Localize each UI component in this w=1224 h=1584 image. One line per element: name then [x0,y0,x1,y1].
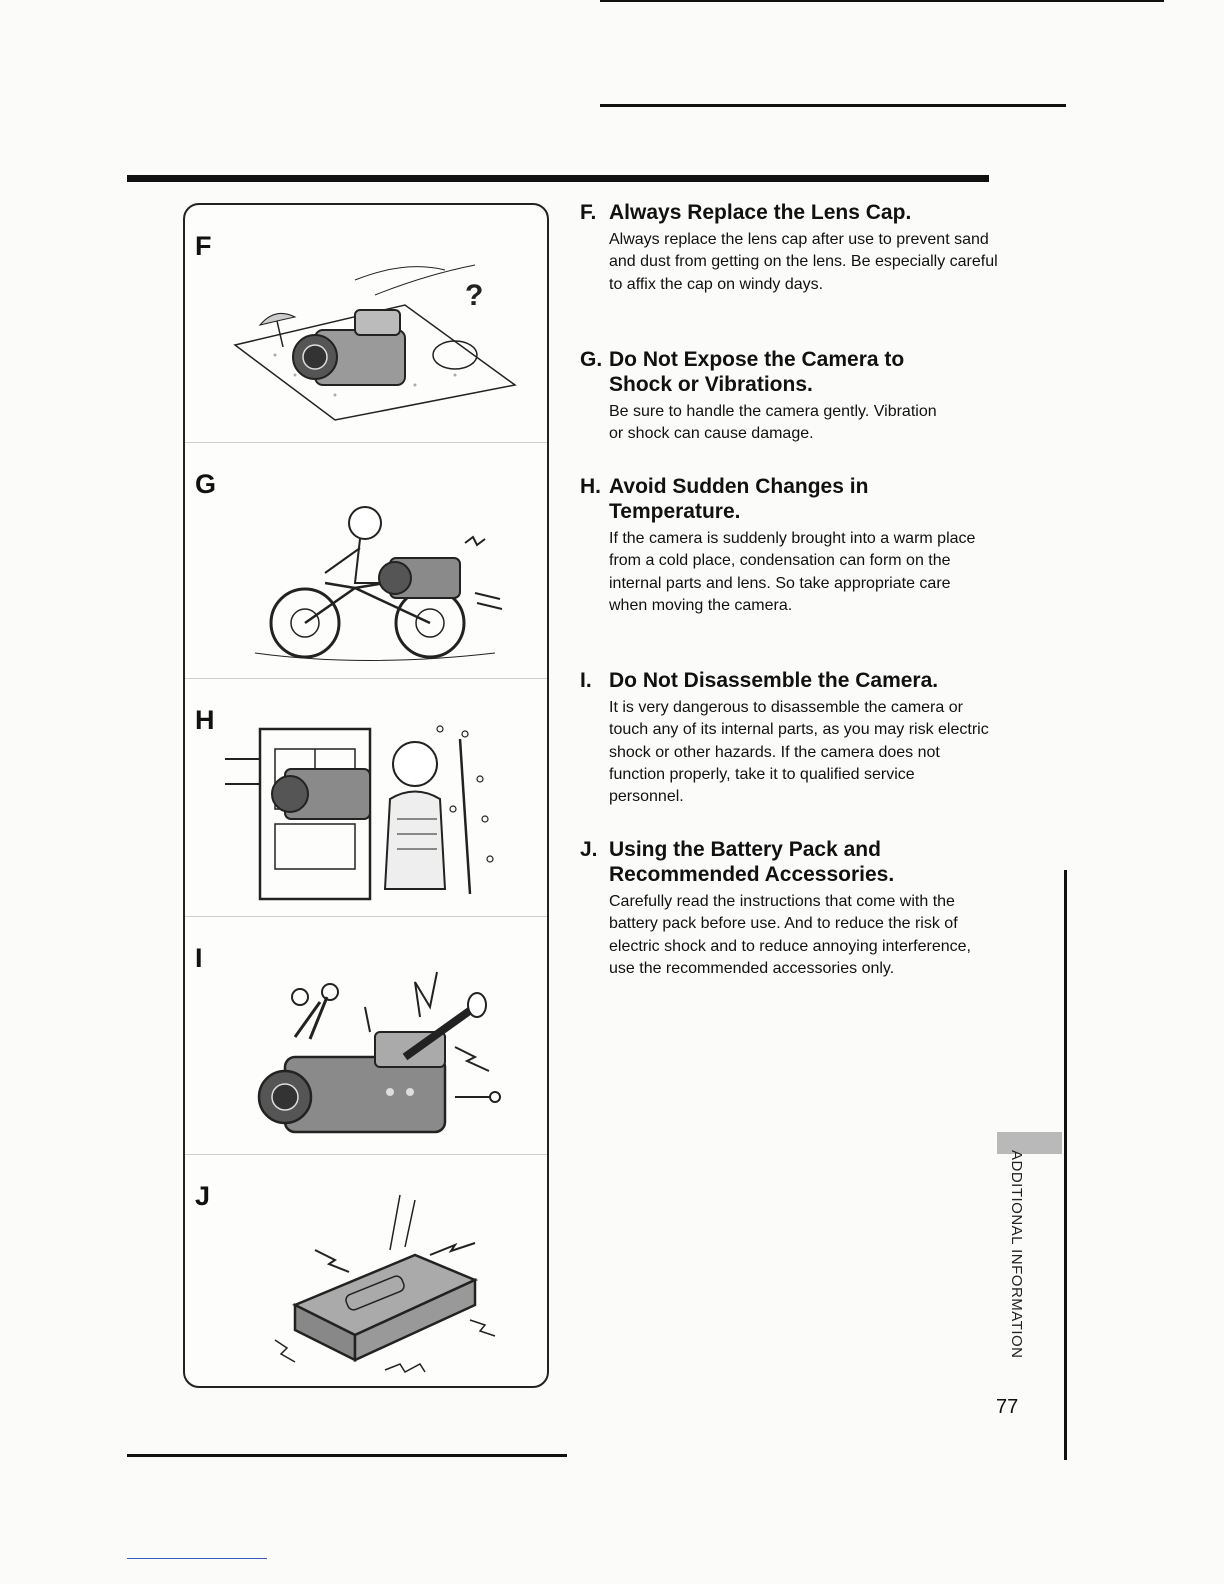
section-letter: I. [580,669,592,692]
section-h [580,474,1000,617]
section-i [580,668,1000,808]
panel-g [185,443,547,679]
section-body: It is very dangerous to disassemble the camera or touch any of its internal parts, as you may risk electric shock or other hazards. If the camera does not function properly, take it to qualified service personnel. [609,699,989,806]
camera-on-bicycle-icon [215,473,525,673]
section-body: Be sure to handle the camera gently. Vibration or shock can cause damage. [609,403,937,443]
header-short-rule [600,104,1066,107]
page-number: 77 [996,1396,1019,1418]
section-f [580,200,1000,296]
section-j [580,837,1000,980]
camera-on-beach-icon [215,235,525,435]
panel-i [185,917,547,1155]
panel-letter: J [195,1181,211,1211]
section-title: Avoid Sudden Changes in Temperature. [609,475,869,523]
panel-j [185,1155,547,1388]
section-body: Always replace the lens cap after use to prevent sand and dust from getting on the lens. Be especially careful to affix the cap on windy days. [609,231,998,293]
section-letter: H. [580,475,601,498]
svg-text:?: ? [465,279,484,312]
panel-f [185,205,547,443]
section-letter: F. [580,201,597,224]
panel-h [185,679,547,917]
section-letter: G. [580,348,603,371]
panel-letter: G [195,469,217,499]
camera-disassembly-icon [215,947,525,1157]
illustration-panel [183,203,549,1388]
top-edge-rule [600,0,1164,2]
panel-letter: F [195,231,212,261]
section-title: Using the Battery Pack and Recommended Accessories. [609,838,895,886]
right-margin-rule [1064,870,1067,1460]
chapter-side-label: ADDITIONAL INFORMATION [1008,1150,1025,1359]
camera-temperature-change-icon [215,709,525,909]
footer-rule [127,1454,567,1457]
section-title: Always Replace the Lens Cap. [609,201,912,224]
section-body: If the camera is suddenly brought into a warm place from a cold place, condensation can form on the internal parts and lens. So take appropriate care when moving the camera. [609,530,976,614]
section-title: Do Not Disassemble the Camera. [609,669,939,692]
section-letter: J. [580,838,598,861]
section-title: Do Not Expose the Camera to Shock or Vibrations. [609,348,905,396]
bottom-link-rule [127,1558,267,1559]
section-g [580,347,1000,446]
header-main-rule [127,175,989,182]
panel-letter: I [195,943,203,973]
battery-pack-icon [215,1185,525,1385]
section-body: Carefully read the instructions that come with the battery pack before use. And to reduce the risk of electric shock and to reduce annoying interference, use the recommended accessories only. [609,893,971,977]
panel-letter: H [195,705,215,735]
